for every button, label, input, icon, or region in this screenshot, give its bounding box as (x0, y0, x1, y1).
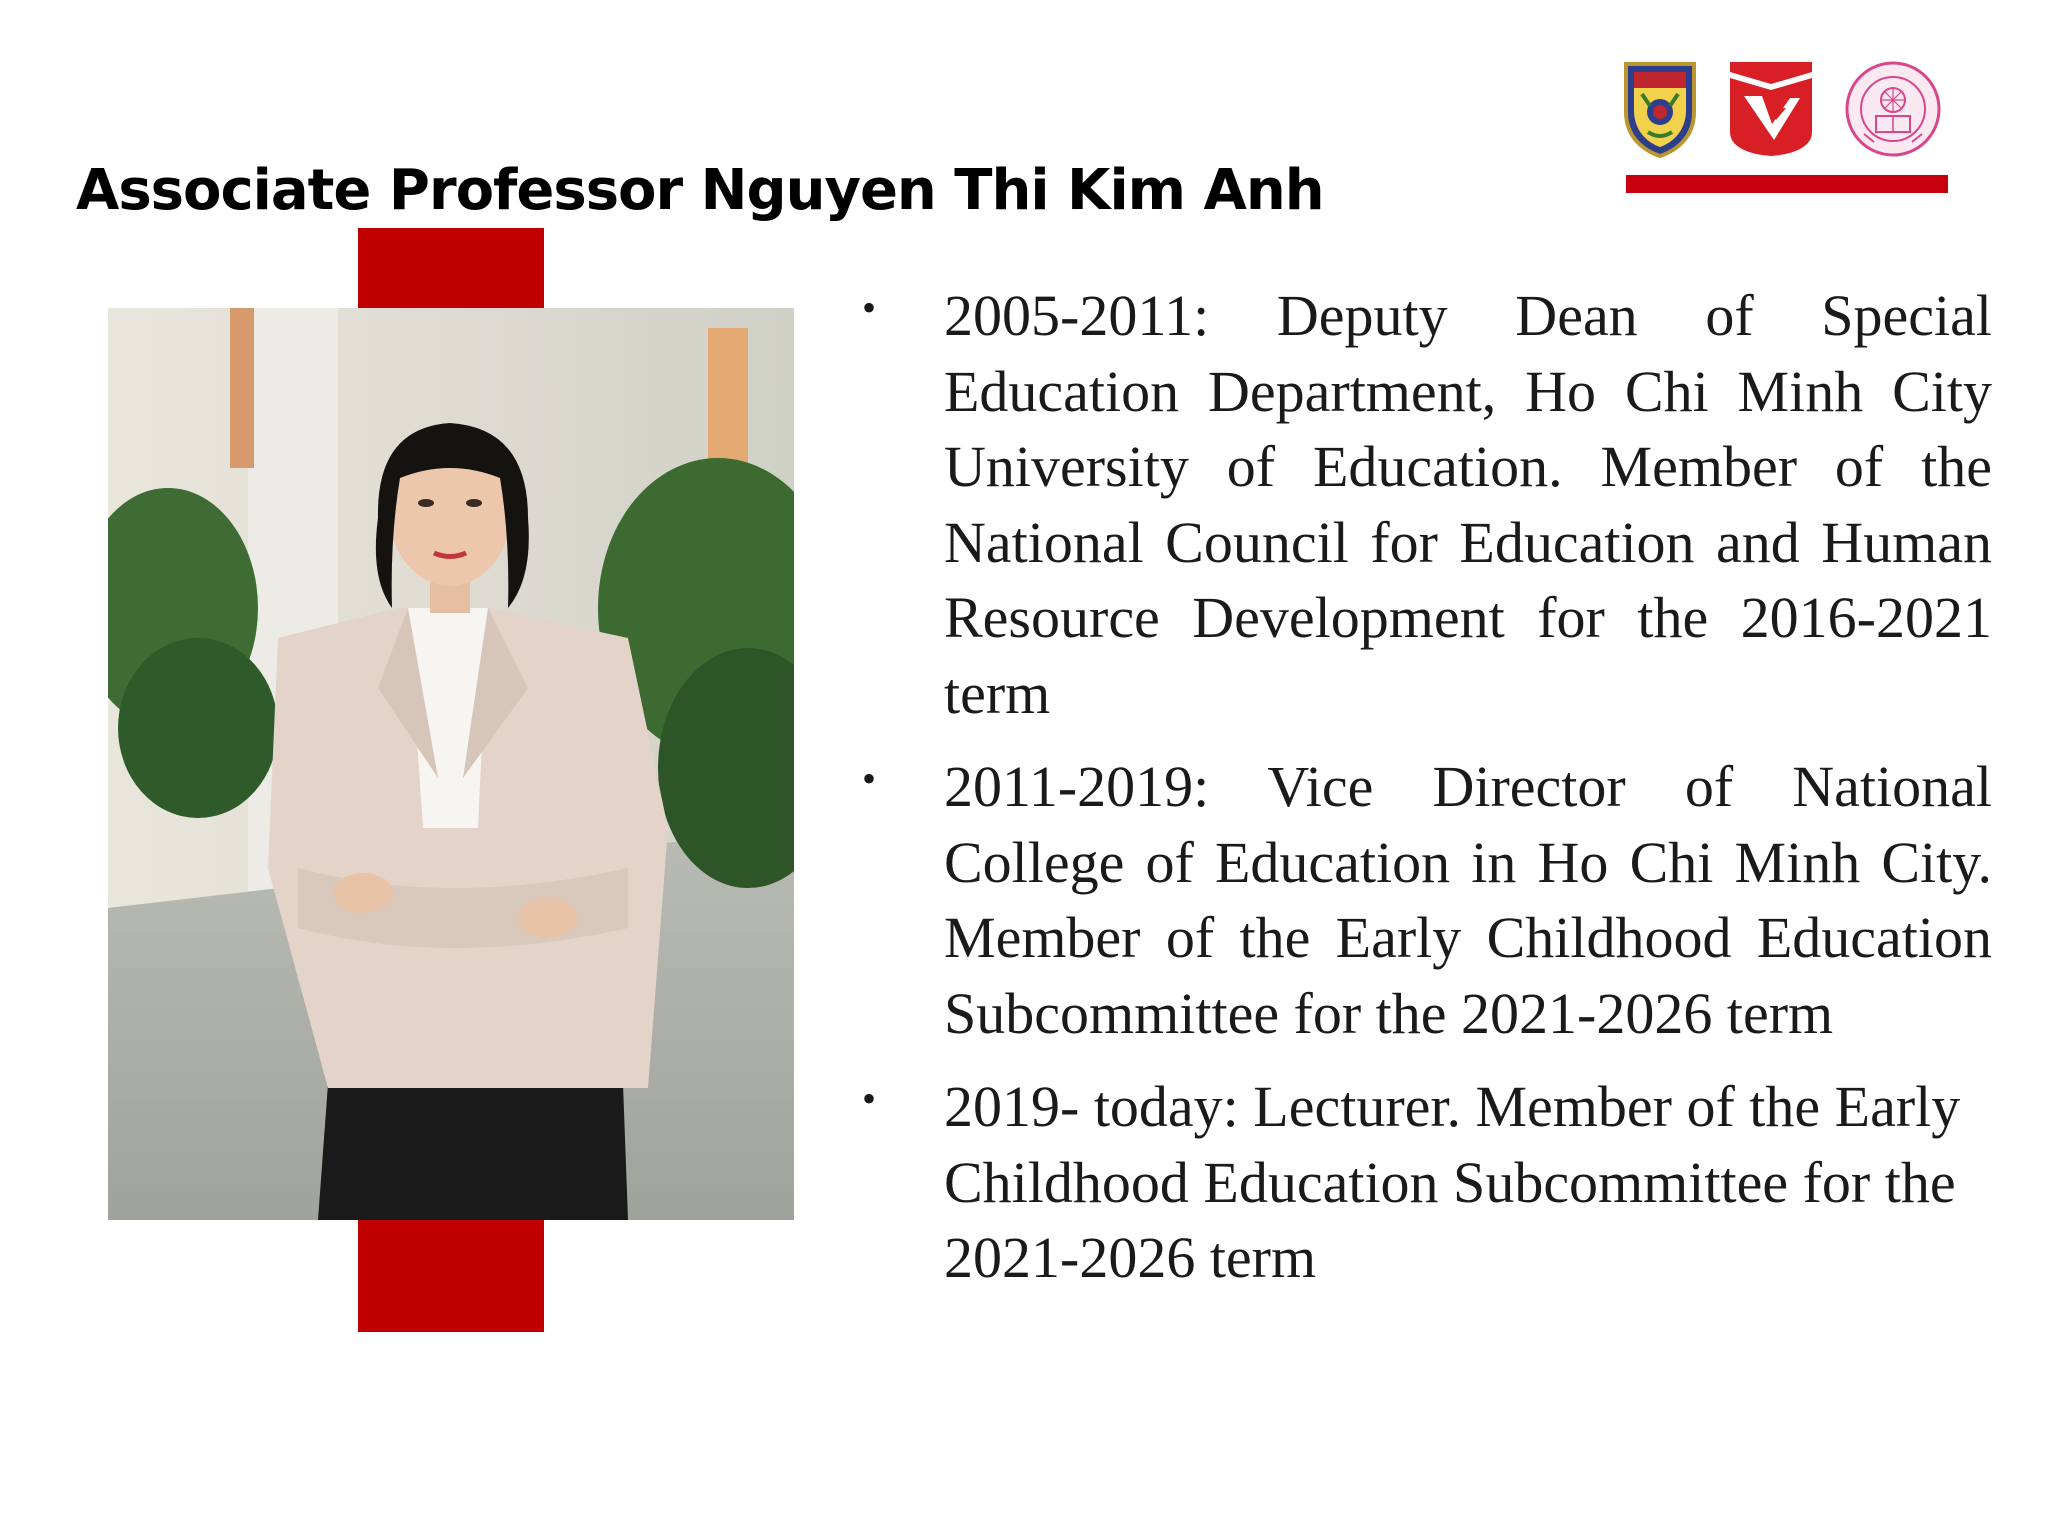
bullet-marker: • (862, 1076, 877, 1121)
accent-bar-bottom (358, 1220, 544, 1332)
bullet-marker: • (862, 756, 877, 801)
portrait-photo (108, 308, 794, 1220)
bullet-list (862, 278, 1992, 1296)
bullet-text: 2005-2011: Deputy Dean of Special Education Department, Ho Chi Minh City University of Education. Member of the National Council for Education and Human Resource Development for the 2016-2021 term (944, 283, 1992, 726)
accent-bar-top (358, 228, 544, 310)
logo-underline-bar (1626, 175, 1948, 193)
list-item (862, 749, 1992, 1051)
slide-title: Associate Professor Nguyen Thi Kim Anh (76, 158, 1324, 223)
list-item (862, 278, 1992, 731)
bullet-text: 2011-2019: Vice Director of National College of Education in Ho Chi Minh City. Member of the Early Childhood Education Subcommittee for the 2021-2026 term (944, 754, 1992, 1046)
career-timeline (862, 278, 1992, 1314)
bullet-text: 2019- today: Lecturer. Member of the Early Childhood Education Subcommittee for the 2021-2026 term (944, 1074, 1961, 1290)
red-v-logo (1730, 62, 1812, 156)
logo-group (1618, 60, 1948, 160)
list-item (862, 1069, 1992, 1296)
lourdes-college-seal-logo (1844, 60, 1942, 158)
university-crest-logo (1622, 60, 1698, 158)
bullet-marker: • (862, 285, 877, 330)
